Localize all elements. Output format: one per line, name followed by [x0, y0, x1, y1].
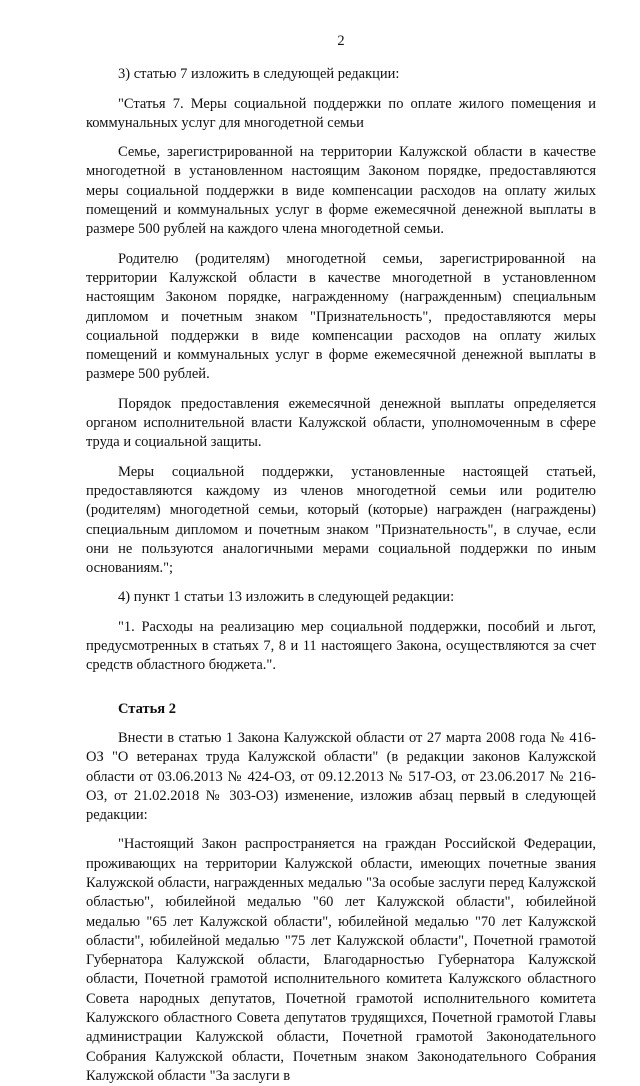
article-2-paragraph-1: Внести в статью 1 Закона Калужской области от 27 марта 2008 года № 416-ОЗ "О ветеранах труда Калужской области" (в редакции законов Калужской области от 03.06.2013 № 424-ОЗ, от 09.12.2013 № 517-ОЗ, от 23.06.2017 № 216-ОЗ, от 21.02.2018 № 303-ОЗ) изменение, изложив абзац первый в следующей редакции:: [86, 729, 596, 824]
article-7-paragraph-3: Порядок предоставления ежемесячной денежной выплаты определяется органом исполнительной власти Калужской области, уполномоченным в сфере труда и социальной защиты.: [86, 395, 596, 451]
article-2-heading: Статья 2: [118, 700, 176, 717]
amendment-item-3: 3) статью 7 изложить в следующей редакции:: [118, 66, 400, 83]
amendment-item-4: 4) пункт 1 статьи 13 изложить в следующей редакции:: [118, 589, 455, 606]
article-7-title: "Статья 7. Меры социальной поддержки по оплате жилого помещения и коммунальных услуг для многодетной семьи: [86, 95, 596, 131]
article-7-paragraph-4: Меры социальной поддержки, установленные настоящей статьей, предоставляются каждому из членов многодетной семьи или родителю (родителям) многодетной семьи, который (которые) награжден (награждены) специальным дипломом и почетным знаком "Признательность", в случае, если они не пользуются аналогичными мерами социальной поддержки по иным основаниям.";: [86, 463, 596, 577]
article-7-paragraph-2: Родителю (родителям) многодетной семьи, зарегистрированной на территории Калужской области в качестве многодетной в установленном настоящим Законом порядке, награжденному (награжденным) специальным дипломом и почетным знаком "Признательность", предоставляются меры социальной поддержки в виде компенсации расходов на оплату жилых помещений и коммунальных услуг в форме ежемесячной денежной выплаты в размере 500 рублей.: [86, 250, 596, 383]
article-7-paragraph-1: Семье, зарегистрированной на территории Калужской области в качестве многодетной в установленном настоящим Законом порядке, предоставляются меры социальной поддержки в виде компенсации расходов на оплату жилых помещений и коммунальных услуг в форме ежемесячной денежной выплаты в размере 500 рублей на каждого члена многодетной семьи.: [86, 144, 596, 238]
article-13-clause-1: "1. Расходы на реализацию мер социальной поддержки, пособий и льгот, предусмотренных в статьях 7, 8 и 11 настоящего Закона, осуществляются за счет средств областного бюджета.".: [86, 618, 596, 674]
article-2-paragraph-2: "Настоящий Закон распространяется на граждан Российской Федерации, проживающих на территории Калужской области, имеющих почетные звания Калужской области, награжденных медалью "За особые заслуги перед Калужской областью", юбилейной медалью "60 лет Калужской области", юбилейной медалью "65 лет Калужской области", юбилейной медалью "70 лет Калужской области", юбилейной медалью "75 лет Калужской области", Почетной грамотой Губернатора Калужской области, Благодарностью Губернатора Калужской области, Почетной грамотой исполнительного комитета Калужского областного Совета народных депутатов, Почетной грамотой исполнительного комитета Калужского областного Совета депутатов трудящихся, Почетной грамотой Главы администрации Калужской области, Почетной грамотой Законодательного Собрания Калужской области, Почетным знаком Законодательного Собрания Калужской области "За заслуги в: [86, 836, 596, 1084]
page-number: 2: [337, 33, 345, 49]
